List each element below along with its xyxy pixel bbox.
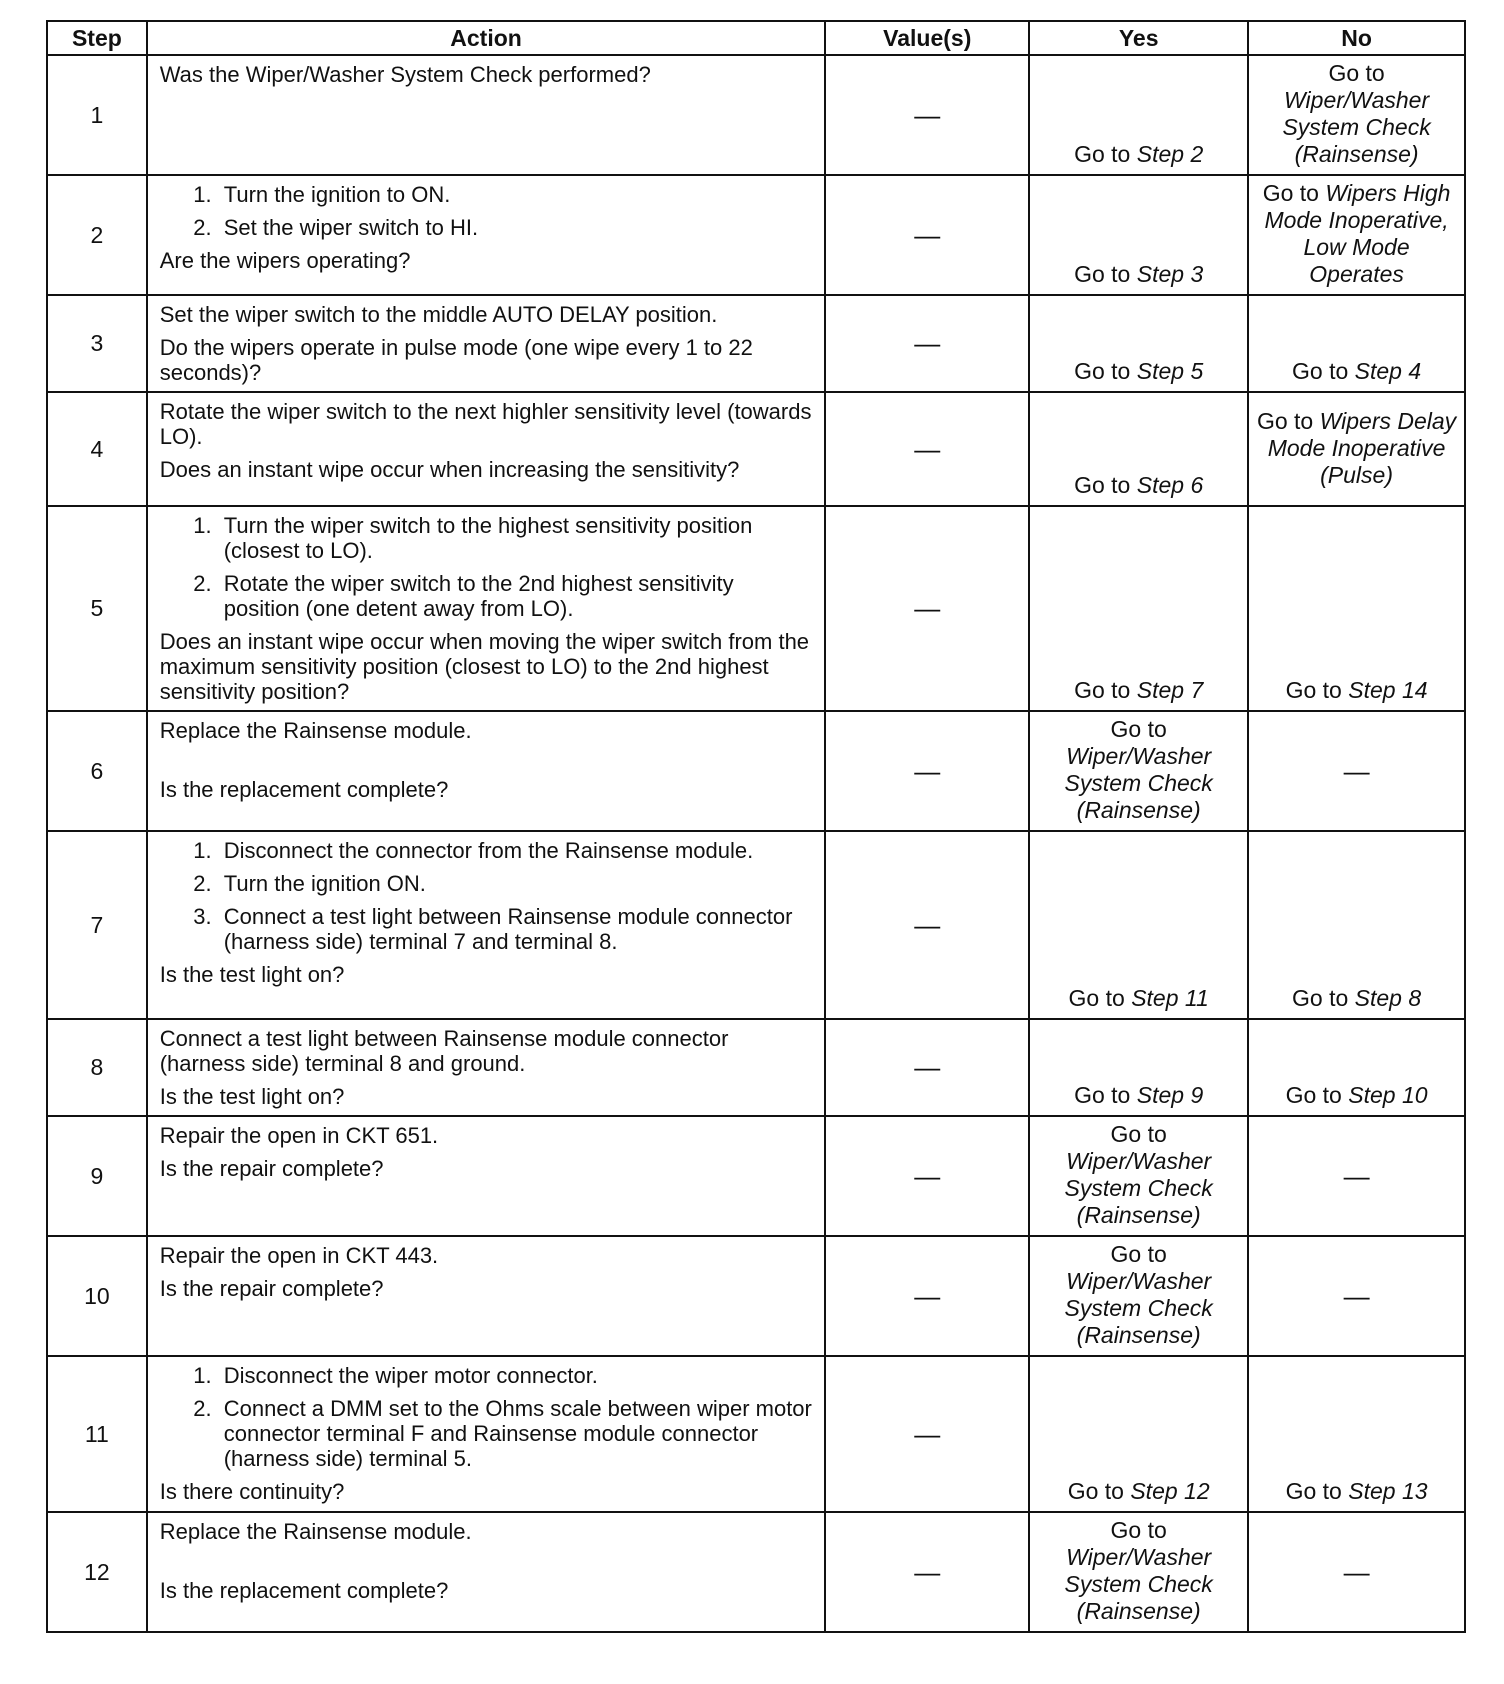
action-question: Does an instant wipe occur when moving the wiper switch from the maximum sensitivity position (closest to LO) to the 2nd highest sensitivity position? bbox=[159, 629, 810, 704]
go-to-prefix: Go to bbox=[1110, 716, 1167, 742]
header-no: No bbox=[1248, 21, 1465, 55]
action-list bbox=[160, 182, 815, 240]
yes-cell[interactable] bbox=[1029, 711, 1248, 831]
yes-cell[interactable] bbox=[1029, 506, 1248, 711]
go-to-prefix: Go to bbox=[1074, 358, 1131, 384]
table-row bbox=[47, 1019, 1465, 1116]
no-cell[interactable] bbox=[1248, 831, 1465, 1019]
no-cell[interactable] bbox=[1248, 392, 1465, 506]
go-to-prefix: Go to bbox=[1285, 1082, 1342, 1108]
header-values: Value(s) bbox=[825, 21, 1029, 55]
action-question: Does an instant wipe occur when increasing the sensitivity? bbox=[159, 457, 740, 482]
value-cell: — bbox=[825, 1236, 1029, 1356]
yes-cell[interactable] bbox=[1029, 55, 1248, 175]
no-cell: — bbox=[1248, 1236, 1465, 1356]
action-text: Connect a test light between Rainsense module connector (harness side) terminal 8 and ground. bbox=[159, 1026, 729, 1076]
go-to-prefix: Go to bbox=[1285, 1478, 1342, 1504]
step-number: 6 bbox=[47, 711, 147, 831]
action-cell bbox=[147, 506, 826, 711]
no-cell: — bbox=[1248, 1512, 1465, 1632]
yes-link[interactable]: Step 7 bbox=[1136, 677, 1204, 703]
yes-link[interactable]: Step 5 bbox=[1136, 358, 1204, 384]
table-row bbox=[47, 1356, 1465, 1512]
action-cell bbox=[147, 831, 826, 1019]
no-cell[interactable] bbox=[1248, 55, 1465, 175]
yes-link[interactable]: Step 2 bbox=[1136, 141, 1204, 167]
value-cell: — bbox=[825, 506, 1029, 711]
no-cell: — bbox=[1248, 1116, 1465, 1236]
action-question: Are the wipers operating? bbox=[159, 248, 411, 273]
table-row bbox=[47, 295, 1465, 392]
value-cell: — bbox=[825, 1019, 1029, 1116]
no-link[interactable]: Wipers High Mode Inoperative, Low Mode Operates bbox=[1264, 180, 1451, 287]
action-question: Was the Wiper/Washer System Check performed? bbox=[159, 62, 651, 87]
diagnostic-table-container bbox=[46, 20, 1466, 1633]
value-cell: — bbox=[825, 1116, 1029, 1236]
go-to-prefix: Go to bbox=[1110, 1517, 1167, 1543]
yes-cell[interactable] bbox=[1029, 1019, 1248, 1116]
action-list-item: 1. Turn the wiper switch to the highest sensitivity position (closest to LO). bbox=[218, 513, 815, 563]
yes-cell[interactable] bbox=[1029, 1512, 1248, 1632]
yes-cell[interactable] bbox=[1029, 392, 1248, 506]
step-number: 9 bbox=[47, 1116, 147, 1236]
action-question: Is the replacement complete? bbox=[159, 1578, 449, 1603]
go-to-prefix: Go to bbox=[1328, 60, 1385, 86]
no-cell[interactable] bbox=[1248, 1019, 1465, 1116]
step-number: 8 bbox=[47, 1019, 147, 1116]
go-to-prefix: Go to bbox=[1292, 985, 1349, 1011]
table-row bbox=[47, 1116, 1465, 1236]
no-cell[interactable] bbox=[1248, 506, 1465, 711]
action-cell bbox=[147, 711, 826, 831]
go-to-prefix: Go to bbox=[1074, 1082, 1131, 1108]
action-question: Is there continuity? bbox=[159, 1479, 345, 1504]
step-number: 12 bbox=[47, 1512, 147, 1632]
action-list-item: 1. Turn the ignition to ON. bbox=[218, 182, 815, 207]
action-cell bbox=[147, 295, 826, 392]
action-list bbox=[160, 838, 815, 954]
action-cell bbox=[147, 1356, 826, 1512]
action-text: Replace the Rainsense module. bbox=[159, 1519, 472, 1544]
action-cell bbox=[147, 1116, 826, 1236]
go-to-prefix: Go to bbox=[1292, 358, 1349, 384]
action-list bbox=[160, 1363, 815, 1471]
table-row bbox=[47, 506, 1465, 711]
yes-cell[interactable] bbox=[1029, 175, 1248, 295]
yes-link[interactable]: Wiper/Washer System Check (Rainsense) bbox=[1064, 743, 1213, 823]
yes-link[interactable]: Step 6 bbox=[1136, 472, 1204, 498]
no-cell[interactable] bbox=[1248, 1356, 1465, 1512]
table-row bbox=[47, 55, 1465, 175]
action-text: Replace the Rainsense module. bbox=[159, 718, 472, 743]
yes-cell[interactable] bbox=[1029, 1356, 1248, 1512]
action-text: Repair the open in CKT 443. bbox=[159, 1243, 439, 1268]
no-link[interactable]: Wiper/Washer System Check (Rainsense) bbox=[1282, 87, 1431, 167]
value-cell: — bbox=[825, 1356, 1029, 1512]
yes-cell[interactable] bbox=[1029, 1116, 1248, 1236]
action-list bbox=[160, 513, 815, 621]
table-row bbox=[47, 1236, 1465, 1356]
no-link[interactable]: Step 4 bbox=[1354, 358, 1422, 384]
yes-link[interactable]: Step 11 bbox=[1131, 985, 1209, 1011]
go-to-prefix: Go to bbox=[1074, 141, 1131, 167]
step-number: 11 bbox=[47, 1356, 147, 1512]
step-number: 3 bbox=[47, 295, 147, 392]
header-row bbox=[47, 21, 1465, 55]
table-row bbox=[47, 1512, 1465, 1632]
go-to-prefix: Go to bbox=[1285, 677, 1342, 703]
action-cell bbox=[147, 1019, 826, 1116]
action-list-item: 3. Connect a test light between Rainsense module connector (harness side) terminal 7 and terminal 8. bbox=[218, 904, 815, 954]
step-number: 5 bbox=[47, 506, 147, 711]
action-question: Is the test light on? bbox=[159, 1084, 345, 1109]
go-to-prefix: Go to bbox=[1110, 1121, 1167, 1147]
no-cell: — bbox=[1248, 711, 1465, 831]
action-cell bbox=[147, 175, 826, 295]
action-list-item: 2. Turn the ignition ON. bbox=[218, 871, 815, 896]
no-link[interactable]: Step 13 bbox=[1348, 1478, 1428, 1504]
step-number: 10 bbox=[47, 1236, 147, 1356]
diagnostic-table bbox=[46, 20, 1466, 1633]
table-row bbox=[47, 711, 1465, 831]
no-cell[interactable] bbox=[1248, 175, 1465, 295]
action-question: Do the wipers operate in pulse mode (one wipe every 1 to 22 seconds)? bbox=[159, 335, 753, 385]
go-to-prefix: Go to bbox=[1256, 407, 1314, 434]
value-cell: — bbox=[825, 392, 1029, 506]
table-row bbox=[47, 831, 1465, 1019]
no-link[interactable]: Step 10 bbox=[1348, 1082, 1428, 1108]
value-cell: — bbox=[825, 295, 1029, 392]
yes-link[interactable]: Wiper/Washer System Check (Rainsense) bbox=[1064, 1268, 1213, 1348]
yes-link[interactable]: Step 9 bbox=[1136, 1082, 1204, 1108]
value-cell: — bbox=[825, 1512, 1029, 1632]
go-to-prefix: Go to bbox=[1074, 472, 1131, 498]
yes-cell[interactable] bbox=[1029, 295, 1248, 392]
action-text: Repair the open in CKT 651. bbox=[159, 1123, 439, 1148]
go-to-prefix: Go to bbox=[1110, 1241, 1167, 1267]
yes-cell[interactable] bbox=[1029, 1236, 1248, 1356]
action-question: Is the repair complete? bbox=[159, 1156, 384, 1181]
step-number: 1 bbox=[47, 55, 147, 175]
no-cell[interactable] bbox=[1248, 295, 1465, 392]
yes-link[interactable]: Wiper/Washer System Check (Rainsense) bbox=[1064, 1544, 1213, 1624]
value-cell: — bbox=[825, 175, 1029, 295]
action-cell bbox=[147, 1236, 826, 1356]
step-number: 7 bbox=[47, 831, 147, 1019]
step-number: 4 bbox=[47, 392, 147, 506]
step-number: 2 bbox=[47, 175, 147, 295]
header-step: Step bbox=[47, 21, 147, 55]
go-to-prefix: Go to bbox=[1262, 180, 1319, 206]
value-cell: — bbox=[825, 55, 1029, 175]
action-cell bbox=[147, 55, 826, 175]
yes-link[interactable]: Step 3 bbox=[1136, 261, 1204, 287]
table-row bbox=[47, 175, 1465, 295]
go-to-prefix: Go to bbox=[1068, 985, 1125, 1011]
action-question: Is the replacement complete? bbox=[159, 777, 449, 802]
yes-link[interactable]: Step 12 bbox=[1130, 1478, 1210, 1504]
yes-cell[interactable] bbox=[1029, 831, 1248, 1019]
header-yes: Yes bbox=[1029, 21, 1248, 55]
no-link[interactable]: Step 14 bbox=[1348, 677, 1428, 703]
action-list-item: 2. Set the wiper switch to HI. bbox=[218, 215, 815, 240]
action-question: Is the repair complete? bbox=[159, 1276, 384, 1301]
go-to-prefix: Go to bbox=[1074, 261, 1131, 287]
no-link[interactable]: Wipers Delay Mode Inoperative (Pulse) bbox=[1267, 407, 1457, 488]
table-row bbox=[47, 392, 1465, 506]
action-text: Set the wiper switch to the middle AUTO DELAY position. bbox=[159, 302, 718, 327]
action-cell bbox=[147, 392, 826, 506]
value-cell: — bbox=[825, 831, 1029, 1019]
yes-link[interactable]: Wiper/Washer System Check (Rainsense) bbox=[1064, 1148, 1213, 1228]
no-link[interactable]: Step 8 bbox=[1354, 985, 1422, 1011]
action-question: Is the test light on? bbox=[159, 962, 345, 987]
header-action: Action bbox=[147, 21, 826, 55]
action-list-item: 2. Rotate the wiper switch to the 2nd highest sensitivity position (one detent away from LO). bbox=[218, 571, 815, 621]
value-cell: — bbox=[825, 711, 1029, 831]
action-cell bbox=[147, 1512, 826, 1632]
action-list-item: 2. Connect a DMM set to the Ohms scale between wiper motor connector terminal F and Rainsense module connector (harness side) terminal 5. bbox=[218, 1396, 815, 1471]
go-to-prefix: Go to bbox=[1067, 1478, 1124, 1504]
go-to-prefix: Go to bbox=[1074, 677, 1131, 703]
action-list-item: 1. Disconnect the wiper motor connector. bbox=[218, 1363, 815, 1388]
action-list-item: 1. Disconnect the connector from the Rainsense module. bbox=[218, 838, 815, 863]
action-text: Rotate the wiper switch to the next highler sensitivity level (towards LO). bbox=[159, 399, 812, 449]
